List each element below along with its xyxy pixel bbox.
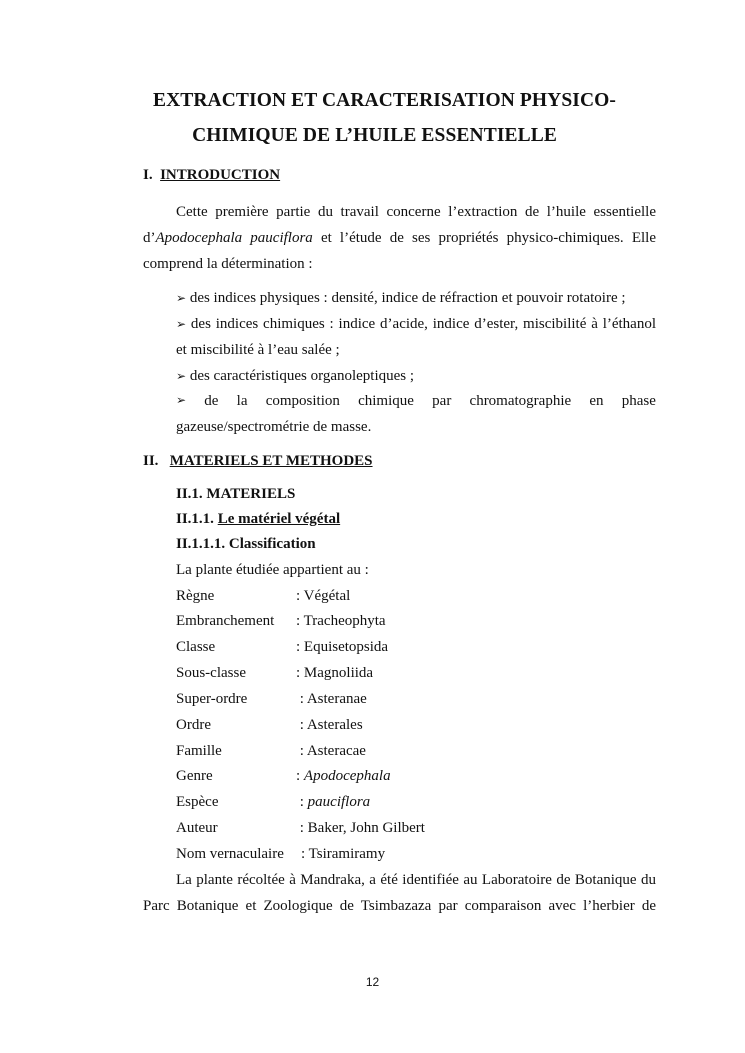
section-heading-materiels <box>143 453 373 470</box>
classification-row: Auteur : Baker, John Gilbert <box>176 820 425 836</box>
list-item-continuation: gazeuse/spectrométrie de masse. <box>176 419 372 435</box>
section-number: II. <box>143 453 159 469</box>
list-item: ➢ des caractéristiques organoleptiques ; <box>176 368 415 384</box>
arrow-bullet-icon: ➢ <box>176 291 187 305</box>
section-number: I. <box>143 167 153 183</box>
page-title-line-1: EXTRACTION ET CARACTERISATION PHYSICO- <box>152 90 617 111</box>
subsection-heading: II.1.1. Le matériel végétal <box>176 511 341 527</box>
list-item: ➢ des indices chimiques : indice d’acide, indice d’ester, miscibilité à l’éthanol <box>176 316 657 332</box>
list-item: ➢ des indices physiques : densité, indice de réfraction et pouvoir rotatoire ; <box>176 290 626 306</box>
classification-row: Nom vernaculaire : Tsiramiramy <box>176 846 386 862</box>
subsection-heading: II.1.1.1. Classification <box>176 536 316 552</box>
classification-row: Famille : Asteracae <box>176 743 366 759</box>
page-title-line-2: CHIMIQUE DE L’HUILE ESSENTIELLE <box>192 125 557 146</box>
closing-paragraph-line-2: Parc Botanique et Zoologique de Tsimbazaza par comparaison avec l’herbier de <box>143 898 656 914</box>
classification-row: Sous-classe : Magnoliida <box>176 665 374 681</box>
classification-row: Espèce : pauciflora <box>176 794 371 810</box>
section-title: MATERIELS ET METHODES <box>169 453 373 469</box>
section-heading-introduction <box>143 167 280 184</box>
classification-row: Genre : Apodocephala <box>176 768 391 784</box>
arrow-bullet-icon: ➢ <box>176 393 187 407</box>
arrow-bullet-icon: ➢ <box>176 317 187 331</box>
list-item: ➢ de la composition chimique par chromatographie en phase <box>176 393 656 409</box>
page-number: 12 <box>365 975 380 989</box>
classification-row: Embranchement : Tracheophyta <box>176 613 386 629</box>
classification-row: Classe : Equisetopsida <box>176 639 389 655</box>
classification-row: Super-ordre : Asteranae <box>176 691 367 707</box>
intro-paragraph-line-3: comprend la détermination : <box>143 256 313 272</box>
classification-intro: La plante étudiée appartient au : <box>176 562 369 578</box>
classification-row: Règne : Végétal <box>176 588 351 604</box>
closing-paragraph-line-1: La plante récoltée à Mandraka, a été identifiée au Laboratoire de Botanique du <box>176 872 656 888</box>
section-title: INTRODUCTION <box>160 167 281 183</box>
species-name: Apodocephala pauciflora <box>155 230 313 246</box>
subsection-heading: II.1. MATERIELS <box>176 486 296 502</box>
list-item-continuation: et miscibilité à l’eau salée ; <box>176 342 340 358</box>
intro-paragraph-line-2: d’Apodocephala pauciflora et l’étude de ses propriétés physico-chimiques. Elle <box>143 230 656 246</box>
intro-paragraph-line-1: Cette première partie du travail concerne l’extraction de l’huile essentielle <box>176 204 656 220</box>
classification-row: Ordre : Asterales <box>176 717 363 733</box>
arrow-bullet-icon: ➢ <box>176 369 187 383</box>
